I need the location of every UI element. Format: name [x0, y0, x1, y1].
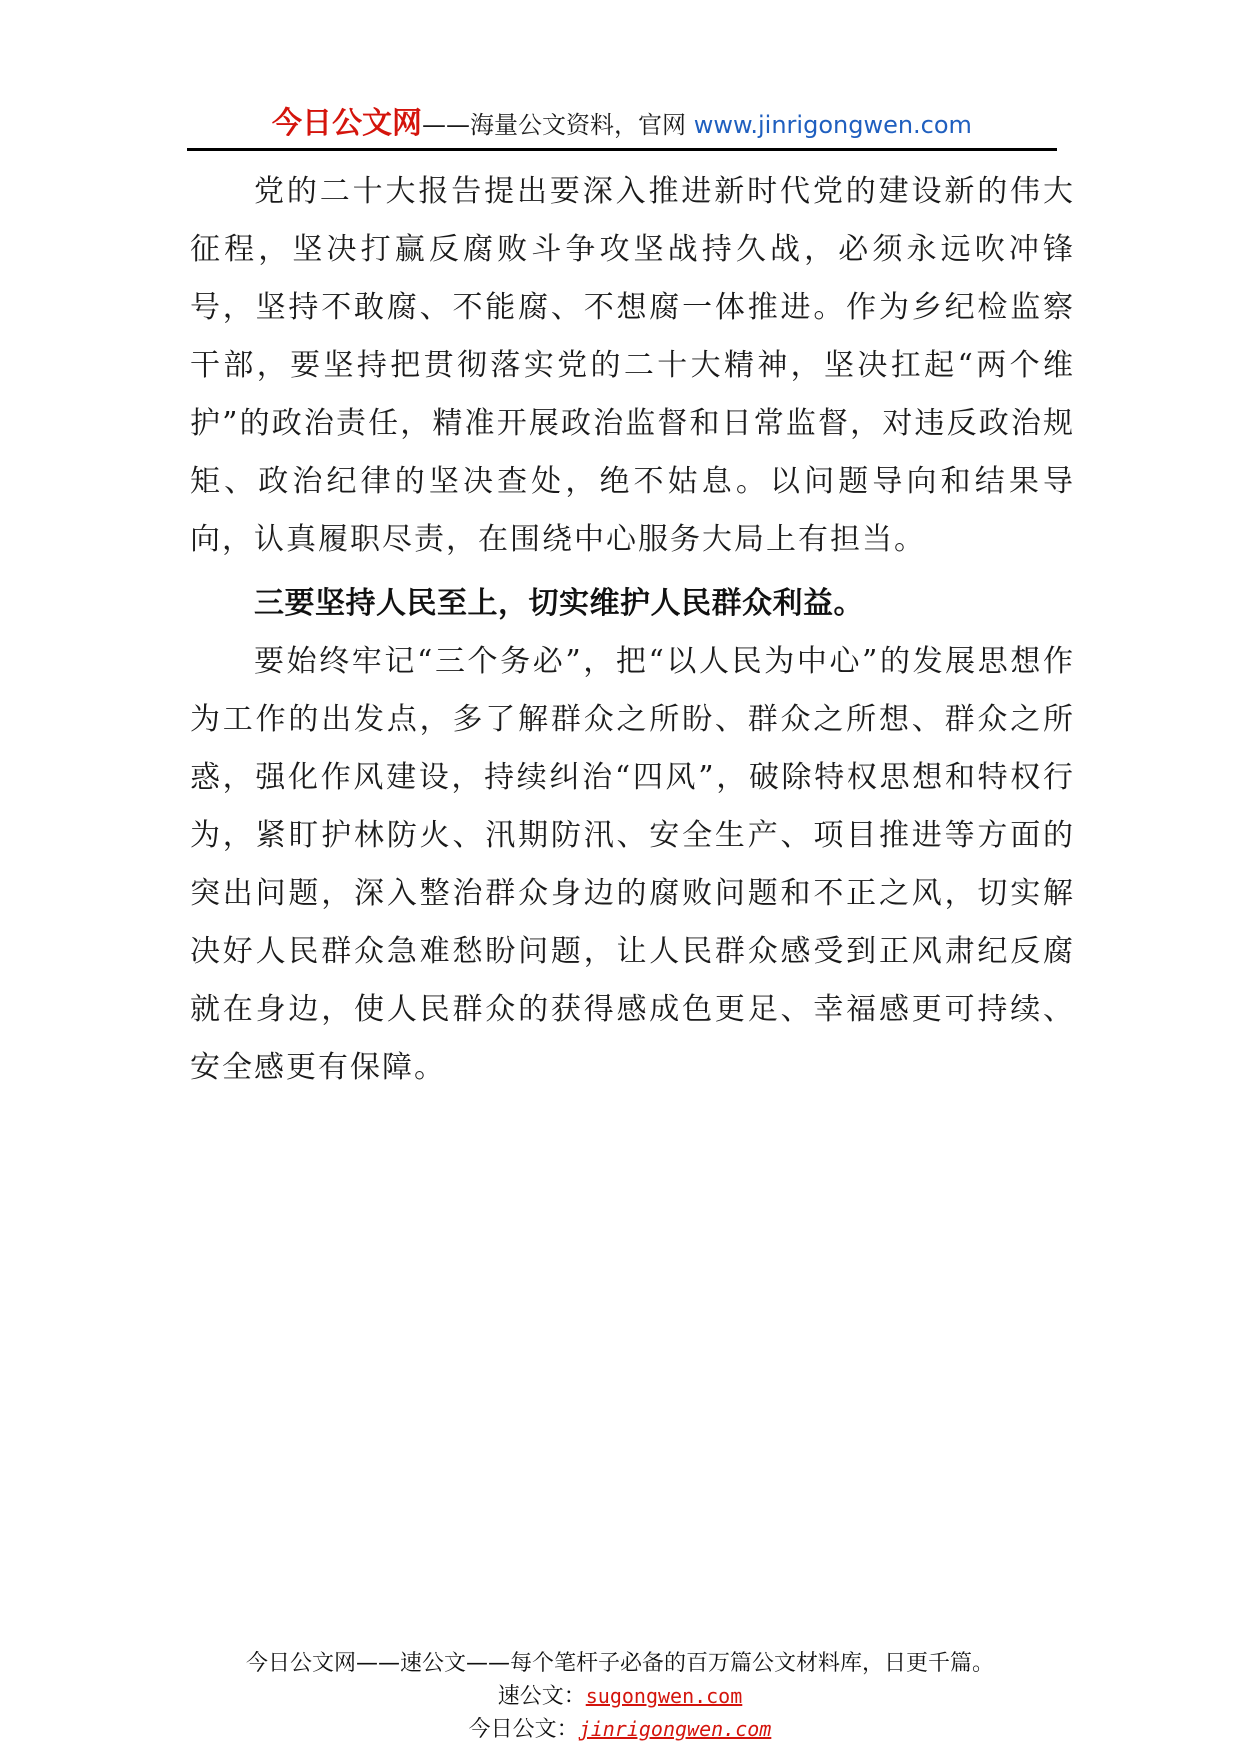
footer-jinrigongwen-row	[0, 1713, 1240, 1746]
header-tagline: 海量公文资料，官网	[470, 111, 687, 139]
header-separator: ——	[422, 111, 471, 139]
footer-slogan: 今日公文网——速公文——每个笔杆子必备的百万篇公文材料库，日更千篇。	[245, 1651, 994, 1676]
header-divider	[187, 148, 1057, 151]
footer-jinrigongwen-label: 今日公文：	[468, 1717, 579, 1742]
footer-jinrigongwen-link[interactable]: jinrigongwen.com	[578, 1717, 772, 1741]
footer-sugongwen-label: 速公文：	[497, 1684, 586, 1709]
site-brand[interactable]: 今日公文网	[272, 106, 423, 141]
body-paragraph: 党的二十大报告提出要深入推进新时代党的建设新的伟大征程，坚决打赢反腐败斗争攻坚战持久战，必须永远吹冲锋号，坚持不敢腐、不能腐、不想腐一体推进。作为乡纪检监察干部，要坚持把贯彻落实党的二十大精神，坚决扛起“两个维护”的政治责任，精准开展政治监督和日常监督，对违反政治规矩、政治纪律的坚决查处，绝不姑息。以问题导向和结果导向，认真履职尽责，在围绕中心服务大局上有担当。	[190, 174, 1075, 557]
body-paragraph: 要始终牢记“三个务必”，把“以人民为中心”的发展思想作为工作的出发点，多了解群众之所盼、群众之所想、群众之所惑，强化作风建设，持续纠治“四风”，破除特权思想和特权行为，紧盯护林防火、汛期防汛、安全生产、项目推进等方面的突出问题，深入整治群众身边的腐败问题和不正之风，切实解决好人民群众急难愁盼问题，让人民群众感受到正风肃纪反腐就在身边，使人民群众的获得感成色更足、幸福感更可持续、安全感更有保障。	[190, 644, 1075, 1085]
section-heading: 三要坚持人民至上，切实维护人民群众利益。	[254, 586, 864, 621]
page-footer	[0, 1647, 1240, 1746]
footer-sugongwen-link[interactable]: sugongwen.com	[585, 1684, 743, 1708]
header-url-link[interactable]: www.jinrigongwen.com	[693, 111, 972, 139]
page-header	[187, 104, 1057, 144]
document-body	[190, 163, 1075, 1097]
footer-sugongwen-row	[0, 1680, 1240, 1713]
